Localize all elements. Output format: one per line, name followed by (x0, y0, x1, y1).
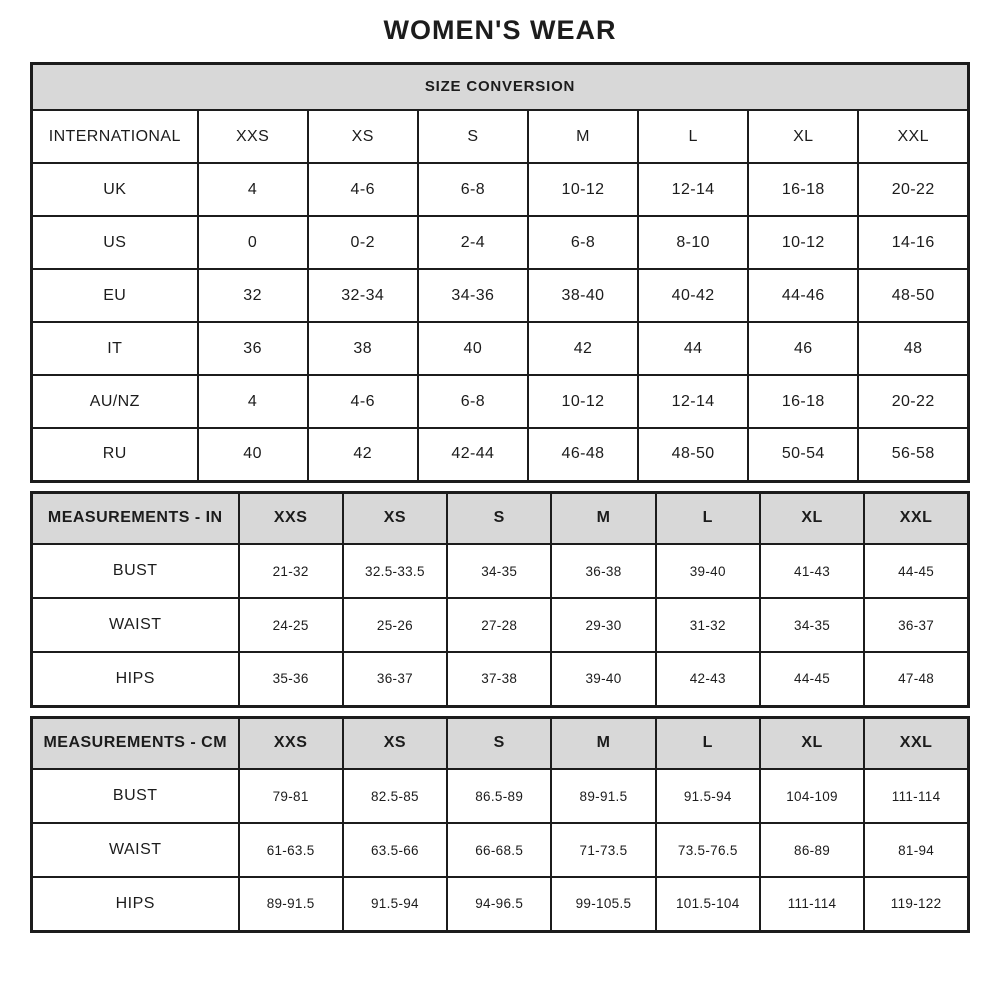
value-cell: 0-2 (308, 216, 418, 269)
value-cell: 2-4 (418, 216, 528, 269)
value-cell: 41-43 (760, 544, 864, 598)
size-header-cell: XXS (239, 717, 343, 769)
size-conversion-table (30, 62, 970, 483)
value-cell: 44-45 (760, 652, 864, 706)
value-cell: 40 (198, 428, 308, 481)
value-cell: 6-8 (528, 216, 638, 269)
row-label-cell: AU/NZ (32, 375, 198, 428)
value-cell: 111-114 (864, 769, 968, 823)
value-cell: 36-37 (864, 598, 968, 652)
value-cell: 48 (858, 322, 968, 375)
size-header-cell: S (418, 110, 528, 163)
value-cell: 81-94 (864, 823, 968, 877)
value-cell: 34-36 (418, 269, 528, 322)
value-cell: 6-8 (418, 375, 528, 428)
value-cell: 37-38 (447, 652, 551, 706)
table-row (32, 163, 969, 216)
table-row (32, 322, 969, 375)
column-header-label-cell: INTERNATIONAL (32, 110, 198, 163)
row-label-cell: US (32, 216, 198, 269)
value-cell: 21-32 (239, 544, 343, 598)
value-cell: 89-91.5 (551, 769, 655, 823)
size-header-cell: M (551, 717, 655, 769)
row-label-cell: IT (32, 322, 198, 375)
value-cell: 0 (198, 216, 308, 269)
table-row (32, 877, 969, 931)
page-title: WOMEN'S WEAR (383, 15, 617, 45)
row-label-cell: BUST (32, 544, 239, 598)
value-cell: 104-109 (760, 769, 864, 823)
table-header-row (32, 717, 969, 769)
size-header-cell: M (551, 492, 655, 544)
size-header-cell: XXL (858, 110, 968, 163)
value-cell: 32-34 (308, 269, 418, 322)
value-cell: 29-30 (551, 598, 655, 652)
value-cell: 24-25 (239, 598, 343, 652)
row-label-cell: BUST (32, 769, 239, 823)
value-cell: 63.5-66 (343, 823, 447, 877)
table-row (32, 823, 969, 877)
value-cell: 4-6 (308, 163, 418, 216)
value-cell: 73.5-76.5 (656, 823, 760, 877)
value-cell: 46 (748, 322, 858, 375)
value-cell: 50-54 (748, 428, 858, 481)
size-header-cell: XXL (864, 717, 968, 769)
table-row (32, 375, 969, 428)
value-cell: 16-18 (748, 163, 858, 216)
value-cell: 47-48 (864, 652, 968, 706)
row-label-cell: WAIST (32, 598, 239, 652)
value-cell: 89-91.5 (239, 877, 343, 931)
value-cell: 39-40 (551, 652, 655, 706)
value-cell: 91.5-94 (656, 769, 760, 823)
size-header-cell: S (447, 717, 551, 769)
value-cell: 38-40 (528, 269, 638, 322)
value-cell: 35-36 (239, 652, 343, 706)
value-cell: 94-96.5 (447, 877, 551, 931)
value-cell: 4 (198, 375, 308, 428)
value-cell: 119-122 (864, 877, 968, 931)
value-cell: 42 (528, 322, 638, 375)
column-header-label-cell: MEASUREMENTS - CM (32, 717, 239, 769)
value-cell: 4 (198, 163, 308, 216)
value-cell: 16-18 (748, 375, 858, 428)
value-cell: 42 (308, 428, 418, 481)
value-cell: 44 (638, 322, 748, 375)
value-cell: 36 (198, 322, 308, 375)
table-row (32, 652, 969, 706)
size-header-cell: XXS (198, 110, 308, 163)
size-header-cell: L (638, 110, 748, 163)
row-label-cell: WAIST (32, 823, 239, 877)
size-header-cell: XXS (239, 492, 343, 544)
value-cell: 91.5-94 (343, 877, 447, 931)
value-cell: 82.5-85 (343, 769, 447, 823)
value-cell: 79-81 (239, 769, 343, 823)
value-cell: 71-73.5 (551, 823, 655, 877)
size-header-cell: XS (343, 492, 447, 544)
table-row (32, 428, 969, 481)
row-label-cell: RU (32, 428, 198, 481)
value-cell: 6-8 (418, 163, 528, 216)
row-label-cell: HIPS (32, 652, 239, 706)
value-cell: 12-14 (638, 163, 748, 216)
table-row (32, 216, 969, 269)
table-header-row (32, 110, 969, 163)
size-header-cell: XXL (864, 492, 968, 544)
value-cell: 8-10 (638, 216, 748, 269)
table-header-row (32, 492, 969, 544)
size-header-cell: XS (343, 717, 447, 769)
value-cell: 10-12 (528, 163, 638, 216)
value-cell: 20-22 (858, 163, 968, 216)
value-cell: 31-32 (656, 598, 760, 652)
value-cell: 38 (308, 322, 418, 375)
value-cell: 40 (418, 322, 528, 375)
size-header-cell: XL (760, 492, 864, 544)
value-cell: 99-105.5 (551, 877, 655, 931)
value-cell: 42-43 (656, 652, 760, 706)
value-cell: 46-48 (528, 428, 638, 481)
measurements-in-table (30, 491, 970, 708)
value-cell: 61-63.5 (239, 823, 343, 877)
column-header-label-cell: MEASUREMENTS - IN (32, 492, 239, 544)
table-row (32, 769, 969, 823)
table-row (32, 269, 969, 322)
value-cell: 86-89 (760, 823, 864, 877)
value-cell: 56-58 (858, 428, 968, 481)
size-header-cell: XS (308, 110, 418, 163)
table-title-row (32, 63, 969, 110)
value-cell: 34-35 (760, 598, 864, 652)
value-cell: 27-28 (447, 598, 551, 652)
value-cell: 39-40 (656, 544, 760, 598)
value-cell: 20-22 (858, 375, 968, 428)
value-cell: 10-12 (528, 375, 638, 428)
size-header-cell: M (528, 110, 638, 163)
value-cell: 32 (198, 269, 308, 322)
value-cell: 111-114 (760, 877, 864, 931)
value-cell: 101.5-104 (656, 877, 760, 931)
value-cell: 25-26 (343, 598, 447, 652)
value-cell: 66-68.5 (447, 823, 551, 877)
value-cell: 34-35 (447, 544, 551, 598)
value-cell: 44-45 (864, 544, 968, 598)
value-cell: 10-12 (748, 216, 858, 269)
value-cell: 4-6 (308, 375, 418, 428)
value-cell: 40-42 (638, 269, 748, 322)
value-cell: 36-37 (343, 652, 447, 706)
row-label-cell: HIPS (32, 877, 239, 931)
size-header-cell: S (447, 492, 551, 544)
value-cell: 12-14 (638, 375, 748, 428)
table-row (32, 598, 969, 652)
size-header-cell: XL (760, 717, 864, 769)
value-cell: 48-50 (638, 428, 748, 481)
size-header-cell: L (656, 492, 760, 544)
measurements-cm-table (30, 716, 970, 933)
size-header-cell: L (656, 717, 760, 769)
value-cell: 32.5-33.5 (343, 544, 447, 598)
table-title-cell: SIZE CONVERSION (32, 63, 969, 110)
row-label-cell: UK (32, 163, 198, 216)
table-row (32, 544, 969, 598)
value-cell: 44-46 (748, 269, 858, 322)
value-cell: 42-44 (418, 428, 528, 481)
value-cell: 14-16 (858, 216, 968, 269)
row-label-cell: EU (32, 269, 198, 322)
size-header-cell: XL (748, 110, 858, 163)
value-cell: 36-38 (551, 544, 655, 598)
value-cell: 48-50 (858, 269, 968, 322)
value-cell: 86.5-89 (447, 769, 551, 823)
